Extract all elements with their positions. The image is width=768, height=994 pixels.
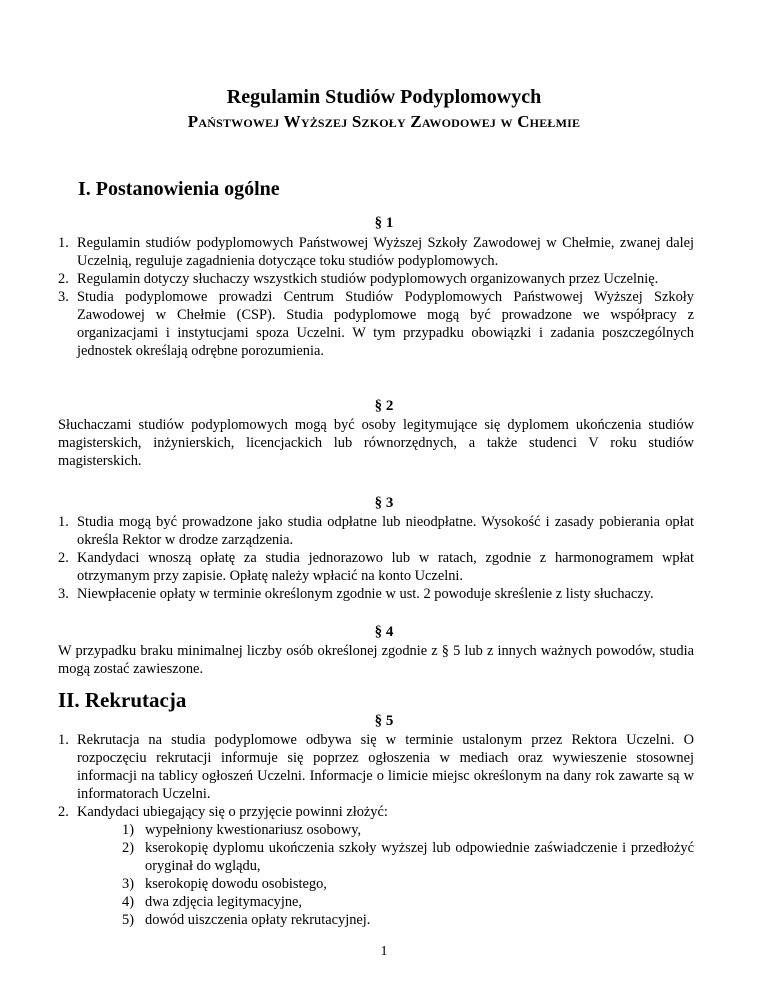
sub-list-item-text: kserokopię dyplomu ukończenia szkoły wyższej lub odpowiednie zaświadczenie i przedłożyć oryginał do wglądu, (145, 840, 694, 874)
document-subtitle: Państwowej Wyższej Szkoły Zawodowej w Chełmie (187, 112, 581, 131)
paragraph-sign-1: § 1 (374, 215, 394, 231)
list-item-text: Kandydaci ubiegający się o przyjęcie powinni złożyć: (77, 804, 388, 820)
sub-list-item (122, 839, 694, 875)
sub-list-item (122, 875, 694, 893)
list-item (58, 288, 694, 360)
list-item-number: 1. (58, 514, 69, 530)
list-item-text: Kandydaci wnoszą opłatę za studia jednorazowo lub w ratach, zgodnie z harmonogramem wpłat otrzymanym przy zapisie. Opłatę należy wpłacić na konto Uczelni. (77, 550, 694, 584)
sub-list-item-text: dowód uiszczenia opłaty rekrutacyjnej. (145, 912, 371, 928)
paragraph-sign-3: § 3 (374, 495, 394, 511)
list-item (58, 731, 694, 803)
paragraph-5-list (58, 731, 694, 929)
sub-list-item-number: 4) (122, 894, 134, 910)
list-item-number: 2. (58, 804, 69, 820)
paragraph-2-text: Słuchaczami studiów podyplomowych mogą być osoby legitymujące się dyplomem ukończenia studiów magisterskich, inżynierskich, licencjackich lub równorzędnych, a także studenci V roku studiów magisterskich. (58, 417, 694, 469)
list-item-text: Studia podyplomowe prowadzi Centrum Studiów Podyplomowych Państwowej Wyższej Szkoły Zawodowej w Chełmie (CSP). Studia podyplomowe mogą być prowadzone we współpracy z organizacjami i instytucjami spoza Uczelni. W tym przypadku obowiązki i zadania poszczególnych jednostek określają odrębne porozumienia. (77, 289, 694, 359)
list-item-text: Regulamin dotyczy słuchaczy wszystkich studiów podyplomowych organizowanych przez Uczelnię. (77, 271, 659, 287)
paragraph-sign-4: § 4 (374, 624, 394, 640)
list-item-text: Studia mogą być prowadzone jako studia odpłatne lub nieodpłatne. Wysokość i zasady pobierania opłat określa Rektor w drodze zarządzenia. (77, 514, 694, 548)
sub-list-item (122, 911, 694, 929)
paragraph-3-list (58, 513, 694, 603)
sub-list-item-number: 2) (122, 840, 134, 856)
list-item (58, 585, 694, 603)
page-number: 1 (380, 944, 388, 959)
list-item (58, 549, 694, 585)
sub-list-item (122, 893, 694, 911)
list-item-text: Regulamin studiów podyplomowych Państwowej Wyższej Szkoły Zawodowej w Chełmie, zwanej dalej Uczelnią, reguluje zagadnienia dotyczące toku studiów podyplomowych. (77, 235, 694, 269)
sub-list-item-text: kserokopię dowodu osobistego, (145, 876, 327, 892)
paragraph-4-text: W przypadku braku minimalnej liczby osób określonej zgodnie z § 5 lub z innych ważnych powodów, studia mogą zostać zawieszone. (58, 643, 694, 677)
document-title: Regulamin Studiów Podyplomowych (226, 86, 542, 108)
list-item (58, 803, 694, 929)
sub-list-item (122, 821, 694, 839)
sub-list-item-number: 1) (122, 822, 134, 838)
list-item (58, 270, 694, 288)
list-item-number: 2. (58, 271, 69, 287)
list-item (58, 513, 694, 549)
list-item-number: 1. (58, 732, 69, 748)
sub-list-item-number: 5) (122, 912, 134, 928)
list-item-number: 2. (58, 550, 69, 566)
list-item-number: 3. (58, 586, 69, 602)
sub-list-item-text: dwa zdjęcia legitymacyjne, (145, 894, 303, 910)
sub-list-item-number: 3) (122, 876, 134, 892)
paragraph-sign-2: § 2 (374, 398, 394, 414)
paragraph-1-list (58, 234, 694, 360)
list-item-text: Rekrutacja na studia podyplomowe odbywa się w terminie ustalonym przez Rektora Uczelni. O rozpoczęciu rekrutacji informuje się poprzez ogłoszenia w mediach oraz wywieszenie stosownej informacji na tablicy ogłoszeń Uczelni. Informacje o limicie miejsc określonym na dany rok zawarte są w informatorach Uczelni. (77, 732, 694, 802)
list-item-text: Niewpłacenie opłaty w terminie określonym zgodnie w ust. 2 powoduje skreślenie z listy słuchaczy. (77, 586, 654, 602)
section-heading-general: I. Postanowienia ogólne (78, 178, 280, 200)
paragraph-sign-5: § 5 (374, 713, 394, 729)
list-item (58, 234, 694, 270)
section-heading-recruitment: II. Rekrutacja (58, 688, 187, 712)
list-item-number: 1. (58, 235, 69, 251)
sub-list-item-text: wypełniony kwestionariusz osobowy, (145, 822, 362, 838)
list-item-number: 3. (58, 289, 69, 305)
